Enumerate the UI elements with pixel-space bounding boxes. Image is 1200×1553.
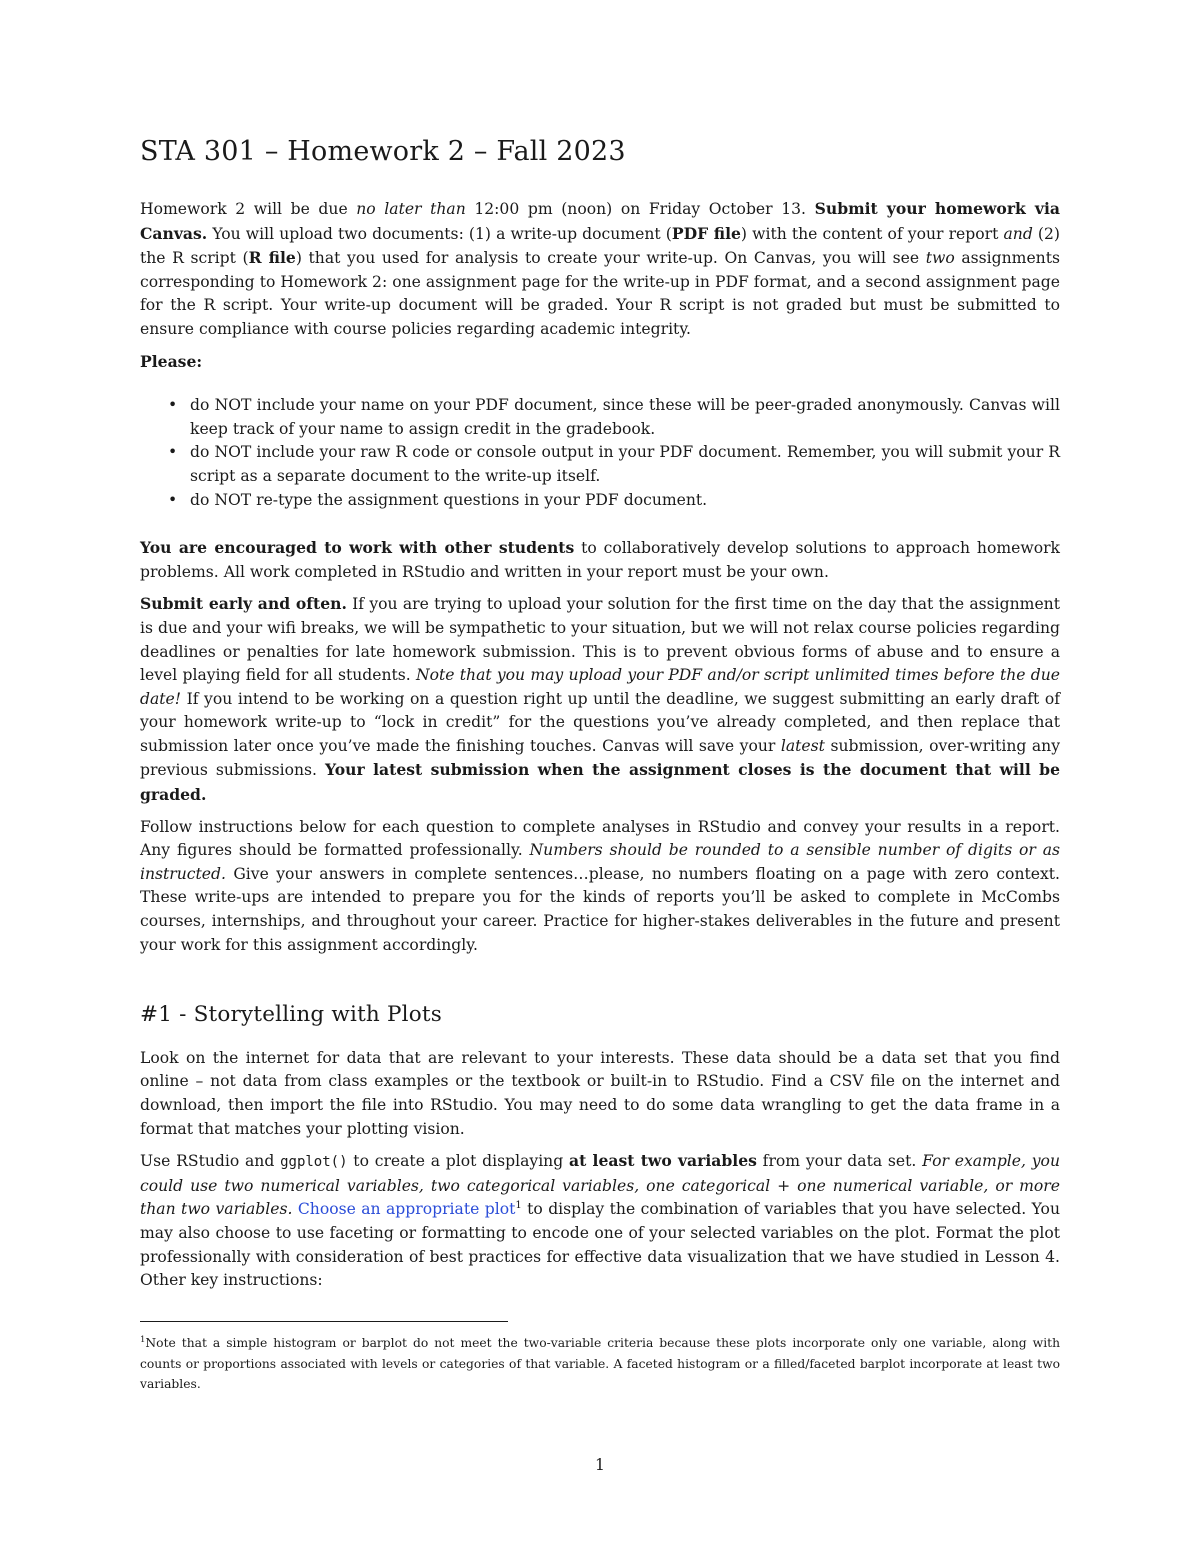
r-file-bold: R file xyxy=(248,248,296,268)
example-emphasis: For example, you could use two numerical variables, two categorical variables, one categorical + one numerical variable, or more than two variables. xyxy=(140,1152,1060,1219)
footnote-number: 1 xyxy=(140,1334,146,1345)
page-title: STA 301 – Homework 2 – Fall 2023 xyxy=(140,136,626,167)
collaboration-bold: You are encouraged to work with other students xyxy=(140,538,575,558)
section1-paragraph-1: Look on the internet for data that are relevant to your interests. These data should be a data set that you find online – not data from class examples or the textbook or built-in to RStudio. Find a CSV file on the internet and download, then import the file into RStudio. You may need to do some data wrangling to get the data frame in a format that matches your plotting vision. xyxy=(140,1048,1060,1138)
list-item: • do NOT include your raw R code or console output in your PDF document. Remember, you will submit your R script as a separate document to the write-up itself. xyxy=(190,441,1060,488)
document-body xyxy=(140,197,1060,1301)
follow-text: Give your answers in complete sentences…please, no numbers floating on a page with zero context. These write-ups are intended to prepare you for the kinds of reports you’ll be asked to complete in McCombs courses, internships, and throughout your career. Practice for higher-stakes deliverables in the future and present your work for this assignment accordingly. xyxy=(140,864,1060,954)
please-heading xyxy=(140,350,1060,375)
submit-text: If you are trying to upload your solution for the first time on the day that the assignment is due and your wifi breaks, we will be sympathetic to your situation, but we will not relax course policies regarding deadlines or penalties for late homework submission. This is to prevent obvious forms of abuse and to ensure a level playing field for all students. xyxy=(140,595,1060,685)
ggplot-code: ggplot() xyxy=(280,1154,348,1171)
intro-emphasis: no later than xyxy=(356,200,466,218)
follow-instructions-paragraph xyxy=(140,816,1060,958)
section1-paragraph-2 xyxy=(140,1149,1060,1293)
pdf-file-bold: PDF file xyxy=(671,223,741,243)
intro-text: assignments corresponding to Homework 2: one assignment page for the write-up in PDF format, and a second assignment page for the R script. Your write-up document will be graded. Your R script is not graded but must be submitted to ensure compliance with course policies regarding academic integrity. xyxy=(140,249,1060,338)
follow-text: Follow instructions below for each question to complete analyses in RStudio and convey your results in a report. Any figures should be formatted professionally. xyxy=(140,817,1060,860)
intro-text: Homework 2 will be due xyxy=(140,200,357,218)
choose-plot-link[interactable]: Choose an appropriate plot xyxy=(297,1200,516,1219)
list-item: • do NOT re-type the assignment questions in your PDF document. xyxy=(190,489,1060,513)
intro-emphasis: two xyxy=(925,249,955,268)
collaboration-paragraph xyxy=(140,536,1060,584)
footnote-divider xyxy=(140,1321,508,1322)
submit-text: If you intend to be working on a question right up until the deadline, we suggest submitting an early draft of your homework write-up to “lock in credit” for the questions you’ve already completed, and then replace that submission later once you’ve made the finishing touches. Canvas will save your xyxy=(140,689,1060,755)
intro-text: 12:00 pm (noon) on Friday October 13. xyxy=(465,200,815,218)
submit-via-canvas-bold: Submit your homework via Canvas. xyxy=(140,199,1060,243)
section1-text: to display the combination of variables that you have selected. You may also choose to use faceting or formatting to encode one of your selected variables on the plot. Format the plot professionally with consideration of best practices for effective data visualization that we have studied in Lesson 4. Other key instructions: xyxy=(140,1200,1060,1290)
latest-submission-bold: Your latest submission when the assignment closes is the document that will be graded. xyxy=(140,760,1061,805)
section1-text: to create a plot displaying xyxy=(347,1152,569,1171)
submit-early-paragraph xyxy=(140,592,1060,807)
rules-list xyxy=(140,394,1060,512)
section1-text: from your data set. xyxy=(756,1152,923,1171)
submit-emphasis: Note that you may upload your PDF and/or script unlimited times before the due date! xyxy=(140,666,1060,708)
collaboration-text: to collaboratively develop solutions to approach homework problems. All work completed in RStudio and written in your report must be your own. xyxy=(140,539,1060,581)
rounding-emphasis: Numbers should be rounded to a sensible number of digits or as instructed. xyxy=(140,841,1061,883)
submit-text: submission, over-writing any previous submissions. xyxy=(140,736,1061,780)
latest-emphasis: latest xyxy=(780,736,825,755)
intro-text: (2) the R script ( xyxy=(140,224,1061,268)
intro-emphasis: and xyxy=(1003,224,1033,243)
section1-text: Use RStudio and xyxy=(140,1152,281,1171)
please-label: Please: xyxy=(140,351,203,371)
footnote-marker[interactable]: 1 xyxy=(515,1200,522,1212)
footnote xyxy=(140,1333,1060,1395)
intro-text: ) with the content of your report xyxy=(740,224,1004,243)
intro-text: ) that you used for analysis to create your write-up. On Canvas, you will see xyxy=(295,249,926,268)
two-variables-bold: at least two variables xyxy=(568,1151,757,1171)
submit-early-bold: Submit early and often. xyxy=(140,594,347,614)
list-item: • do NOT include your name on your PDF document, since these will be peer-graded anonymously. Canvas will keep track of your name to assign credit in the gradebook. xyxy=(190,394,1060,441)
section-heading: #1 - Storytelling with Plots xyxy=(140,1002,442,1028)
intro-paragraph xyxy=(140,197,1060,342)
footnote-text: Note that a simple histogram or barplot do not meet the two-variable criteria because these plots incorporate only one variable, along with counts or proportions associated with levels or categories of that variable. A faceted histogram or a filled/faceted barplot incorporate at least two variables. xyxy=(140,1336,1060,1391)
page-number: 1 xyxy=(595,1456,605,1474)
intro-text: You will upload two documents: (1) a write-up document ( xyxy=(207,224,672,243)
